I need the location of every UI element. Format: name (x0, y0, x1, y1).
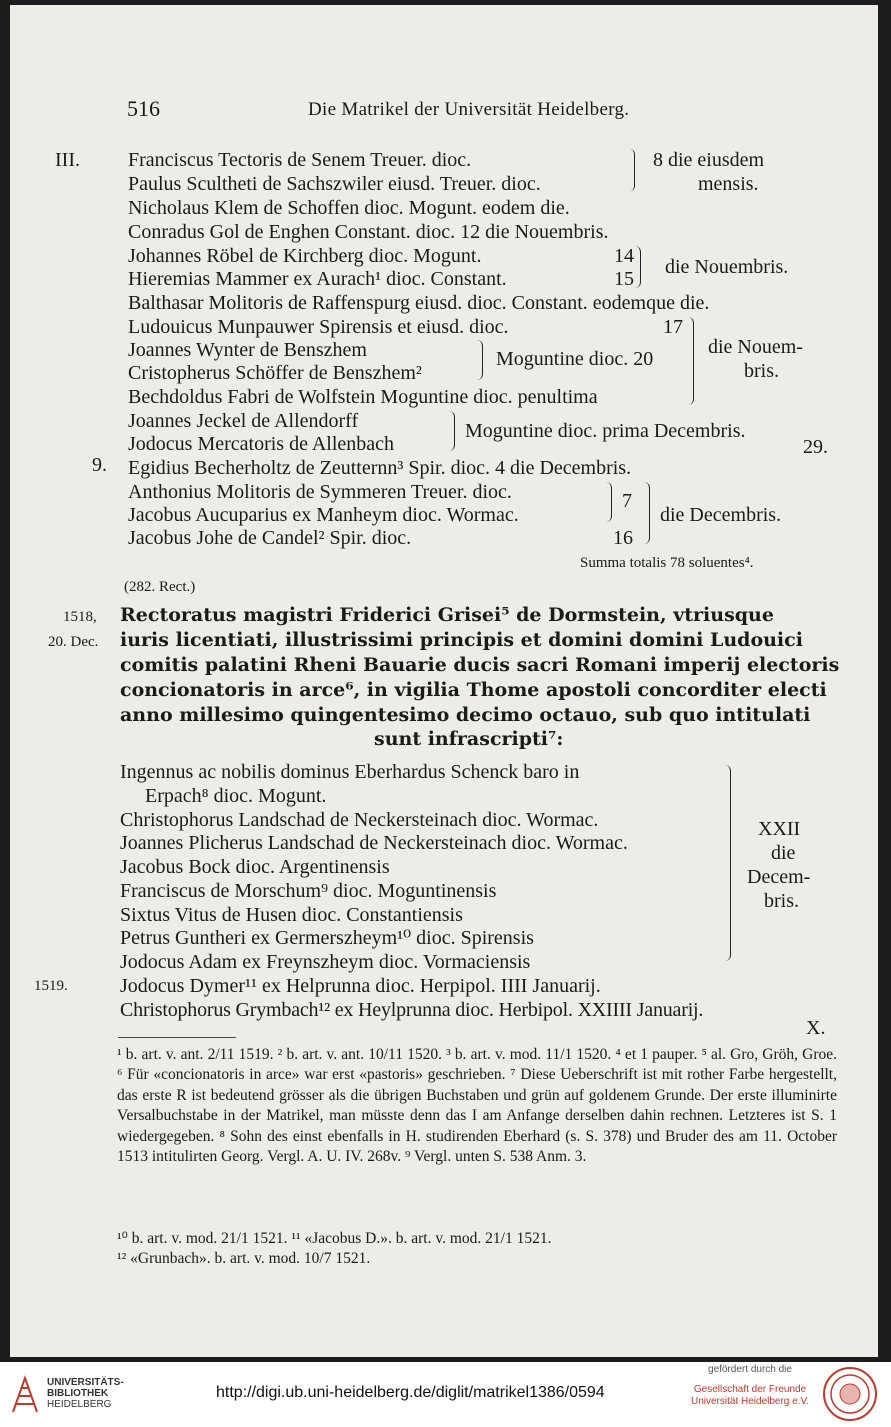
brace (643, 482, 650, 544)
entry-line: Hieremias Mammer ex Aurach¹ dioc. Constant. (128, 268, 507, 290)
permalink-url[interactable]: http://digi.ub.uni-heidelberg.de/diglit/matrikel1386/0594 (216, 1384, 605, 1401)
margin-date: 1518, (63, 609, 97, 625)
brace (448, 411, 455, 451)
footnote-block: ¹ b. art. v. ant. 2/11 1519. ² b. art. v. ant. 10/11 1520. ³ b. art. v. mod. 11/1 1520. ⁴ et 1 pauper. ⁵ al. Gro, Gröh, Groe. ⁶ Für «concionatoris in arce» war erst «pastoris» geschrieben. ⁷ Diese Ueberschrift ist mit rother Farbe hergestellt, das erste R ist bedeutend grösser als die übrigen Buchstaben und grün auf goldenem Grunde. Der erste illuminirte Versalbuchstabe in der Matrikel, man müsste denn das I am Anfange derselben dahin rechnen. Letzteres ist S. 1 wiedergegeben. ⁸ Sohn des einst ebenfalls in H. studirenden Eberhard (s. S. 378) und Bruder des am 11. October 1513 intitulirten Georg. Vergl. A. U. IV. 268v. ⁹ Vergl. unten S. 538 Anm. 3. (117, 1046, 837, 1166)
entry-day: 7 (622, 490, 632, 512)
summa: Summa totalis 78 soluentes⁴. (580, 555, 754, 571)
entry-note: 8 die eiusdem (653, 149, 765, 171)
margin-year: 1519. (34, 978, 68, 994)
brace (476, 340, 483, 380)
entry-line: Balthasar Molitoris de Raffenspurg eiusd. dioc. Constant. eodemque die. (128, 292, 710, 314)
date-note: die (771, 842, 796, 864)
date-note: X. (806, 1017, 826, 1039)
brace (722, 765, 731, 961)
entry-line: Egidius Becherholtz de Zeutternn³ Spir. dioc. 4 die Decembris. (128, 457, 632, 479)
date-note: bris. (764, 890, 799, 912)
entry-line: Johannes Röbel de Kirchberg dioc. Mogunt. (128, 245, 482, 267)
entry-note: die Nouembris. (665, 256, 789, 278)
institution-name: UNIVERSITÄTS- BIBLIOTHEK HEIDELBERG (47, 1377, 124, 1410)
footnote-block: ¹⁰ b. art. v. mod. 21/1 1521. ¹¹ «Jacobus D.». b. art. v. mod. 21/1 1521. (117, 1230, 552, 1247)
sponsor-text: gefördert durch die Gesellschaft der Freunde Universität Heidelberg e.V. (690, 1364, 810, 1407)
student-line: Joannes Plicherus Landschad de Neckersteinach dioc. Wormac. (120, 832, 628, 854)
footnote-rule (118, 1037, 236, 1038)
entry-line: Franciscus Tectoris de Senem Treuer. dioc. (128, 149, 472, 171)
entry-line: Paulus Scultheti de Sachszwiler eiusd. Treuer. dioc. (128, 173, 541, 195)
entry-line: Joannes Wynter de Benszhem (128, 339, 367, 361)
brace (606, 482, 612, 522)
rectorate-heading: comitis palatini Rheni Bauarie ducis sacri Romani imperij electoris (120, 654, 840, 676)
brace (634, 246, 641, 288)
running-title: Die Matrikel der Universität Heidelberg. (308, 99, 630, 120)
entry-note: Moguntine dioc. 20 (496, 348, 654, 370)
entry-line: Jacobus Aucuparius ex Manheym dioc. Wormac. (128, 504, 519, 526)
library-logo-icon (10, 1374, 40, 1416)
entry-line: Bechdoldus Fabri de Wolfstein Moguntine dioc. penultima (128, 386, 598, 408)
entry-day: 17 (663, 316, 683, 338)
entry-line: Cristopherus Schöffer de Benszhem² (128, 362, 422, 384)
rectorate-heading: Rectoratus magistri Friderici Grisei⁵ de Dormstein, vtriusque (120, 604, 774, 626)
rectorate-heading: sunt infrascripti⁷: (374, 728, 564, 750)
rect-note: (282. Rect.) (124, 579, 196, 595)
student-line: Jodocus Adam ex Freynszheym dioc. Vormaciensis (120, 951, 531, 973)
entry-line: Joannes Jeckel de Allendorff (128, 410, 359, 432)
entry-day: 15 (614, 268, 634, 290)
brace (630, 149, 635, 191)
student-line: Franciscus de Morschum⁹ dioc. Moguntinensis (120, 880, 497, 902)
student-line: Ingennus ac nobilis dominus Eberhardus Schenck baro in (120, 761, 580, 783)
entry-note: die Decembris. (660, 504, 782, 526)
student-line: Jacobus Bock dioc. Argentinensis (120, 856, 390, 878)
entry-note: 29. (803, 436, 828, 458)
student-line: Petrus Guntheri ex Germerszheym¹⁰ dioc. Spirensis (120, 927, 534, 949)
entry-day: 14 (614, 245, 634, 267)
entry-note: bris. (744, 360, 779, 382)
brace (686, 317, 694, 405)
student-line: Sixtus Vitus de Husen dioc. Constantiensis (120, 904, 463, 926)
footnote-block: ¹² «Grunbach». b. art. v. mod. 10/7 1521. (117, 1250, 371, 1267)
entry-note: mensis. (698, 173, 759, 195)
entry-line: Anthonius Molitoris de Symmeren Treuer. dioc. (128, 481, 512, 503)
rectorate-heading: anno millesimo quingentesimo decimo octauo, sub quo intitulati (120, 704, 811, 726)
rectorate-heading: concionatoris in arce⁶, in vigilia Thome apostoli concorditer electi (120, 679, 827, 701)
entry-day: 16 (613, 527, 633, 549)
margin-date: 20. Dec. (48, 634, 99, 650)
student-line: Christophorus Landschad de Neckersteinach dioc. Wormac. (120, 809, 599, 831)
page-number: 516 (127, 96, 160, 121)
entry-line: Nicholaus Klem de Schoffen dioc. Mogunt. eodem die. (128, 197, 570, 219)
date-note: Decem- (747, 866, 811, 888)
margin-number: 9. (92, 454, 107, 476)
section-mark: III. (55, 149, 80, 171)
rectorate-heading: iuris licentiati, illustrissimi principis et domini domini Ludouici (120, 629, 803, 651)
entry-note: die Nouem- (708, 336, 803, 358)
entry-line: Jacobus Johe de Candel² Spir. dioc. (128, 527, 412, 549)
university-seal-icon (822, 1366, 878, 1422)
student-line: Jodocus Dymer¹¹ ex Helprunna dioc. Herpipol. IIII Januarij. (120, 975, 601, 997)
entry-note: Moguntine dioc. prima Decembris. (465, 420, 746, 442)
entry-line: Conradus Gol de Enghen Constant. dioc. 12 die Nouembris. (128, 221, 609, 243)
document-page (10, 5, 878, 1357)
date-note: XXII (758, 818, 801, 840)
entry-line: Jodocus Mercatoris de Allenbach (128, 433, 395, 455)
student-line: Christophorus Grymbach¹² ex Heylprunna dioc. Herbipol. XXIIII Januarij. (120, 999, 704, 1021)
entry-line: Ludouicus Munpauwer Spirensis et eiusd. dioc. (128, 316, 509, 338)
student-line: Erpach⁸ dioc. Mogunt. (145, 785, 327, 807)
